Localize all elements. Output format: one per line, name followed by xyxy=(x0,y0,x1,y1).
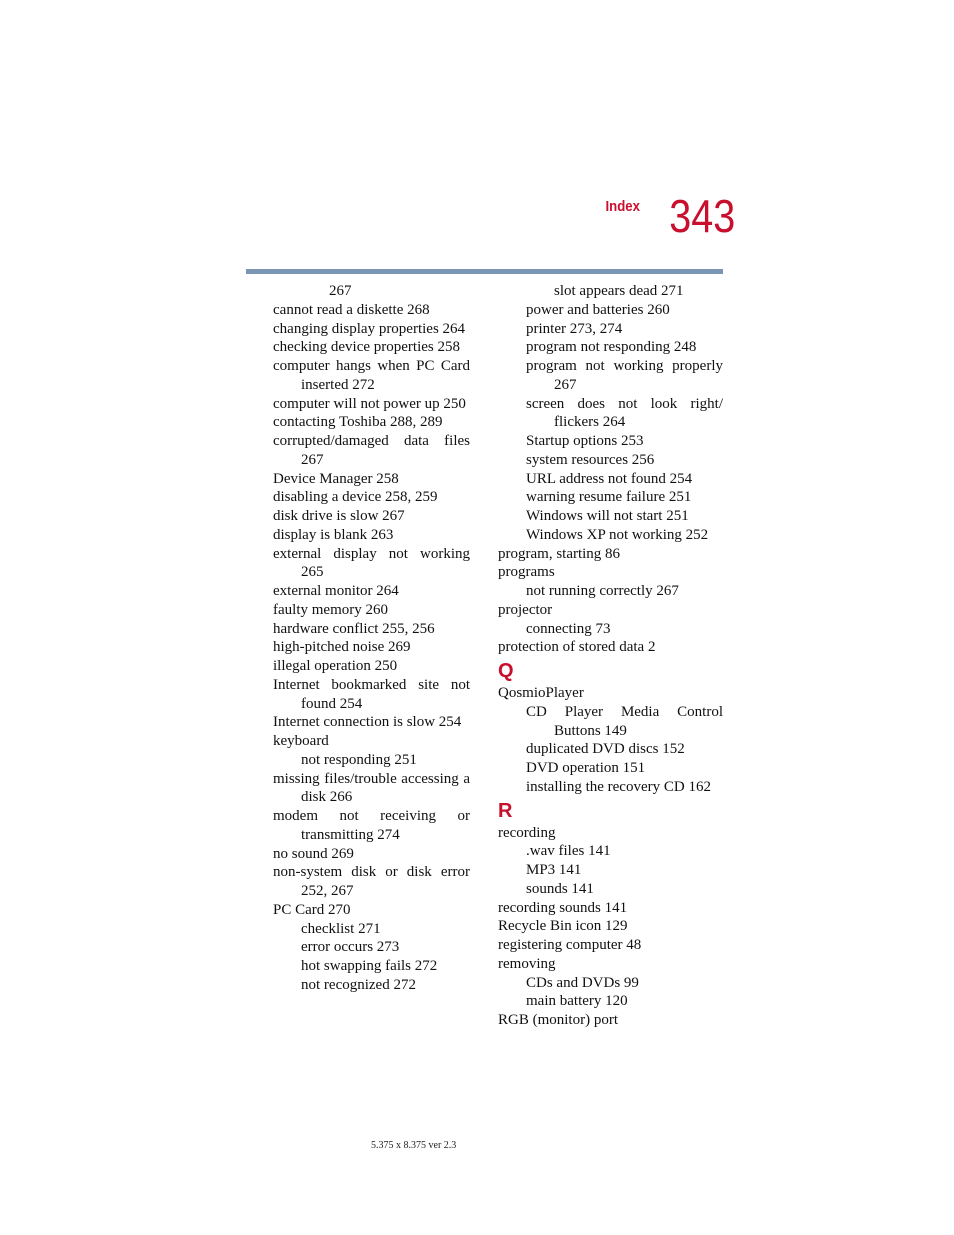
index-entry: high-pitched noise 269 xyxy=(273,639,411,656)
index-entry: hardware conflict 255, 256 xyxy=(273,620,435,637)
index-subentry: error occurs 273 xyxy=(301,939,400,956)
index-entry: disk drive is slow 267 xyxy=(273,508,405,524)
index-subentry: CD Player Media Control Buttons 149 xyxy=(526,703,723,739)
section-title: Index xyxy=(605,198,640,215)
index-entry: disabling a device 258, 259 xyxy=(273,489,438,506)
index-entry: RGB (monitor) port xyxy=(498,1012,618,1028)
index-subentry: Startup options 253 xyxy=(526,433,644,449)
index-entry: registering computer 48 xyxy=(498,937,642,953)
index-subentry: system resources 256 xyxy=(526,451,655,468)
index-subentry: main battery 120 xyxy=(526,993,628,1010)
index-subentry: connecting 73 xyxy=(526,620,611,637)
index-entry: illegal operation 250 xyxy=(273,658,398,674)
index-subentry: screen does not look right/ flickers 264 xyxy=(526,395,723,431)
footer-note: 5.375 x 8.375 ver 2.3 xyxy=(371,1140,457,1151)
index-subentry: program not responding 248 xyxy=(526,339,697,356)
index-subentry: slot appears dead 271 xyxy=(554,283,684,299)
index-entry: contacting Toshiba 288, 289 xyxy=(273,414,443,431)
index-subentry: Windows will not start 251 xyxy=(526,508,689,524)
index-subentry: MP3 141 xyxy=(526,862,582,878)
index-subentry: program not working properly 267 xyxy=(526,358,723,393)
index-entry: display is blank 263 xyxy=(273,526,394,543)
index-subentry: duplicated DVD discs 152 xyxy=(526,741,685,758)
index-subentry: hot swapping fails 272 xyxy=(301,958,438,974)
index-entry: projector xyxy=(498,601,553,618)
index-subentry: not recognized 272 xyxy=(301,976,416,993)
index-subentry: 267 xyxy=(329,283,352,299)
index-subentry: URL address not found 254 xyxy=(526,470,693,487)
index-entry: Recycle Bin icon 129 xyxy=(498,918,628,935)
index-subentry: CDs and DVDs 99 xyxy=(526,974,639,991)
index-subentry: warning resume failure 251 xyxy=(526,489,692,506)
index-entry: PC Card 270 xyxy=(273,901,351,918)
index-entry: programs xyxy=(498,564,555,581)
index-entry: modem not receiving or transmitting 274 xyxy=(273,808,470,843)
index-entry: no sound 269 xyxy=(273,845,354,862)
index-entry: keyboard xyxy=(273,733,329,749)
index-subentry: Windows XP not working 252 xyxy=(526,526,709,543)
index-entry: changing display properties 264 xyxy=(273,320,466,337)
index-subentry: not responding 251 xyxy=(301,751,417,768)
page-number: 343 xyxy=(669,190,736,242)
header-rule xyxy=(246,269,723,274)
index-entry: removing xyxy=(498,955,556,972)
index-entry: recording sounds 141 xyxy=(498,899,628,916)
index-subentry: printer 273, 274 xyxy=(526,320,623,337)
index-subentry: .wav files 141 xyxy=(526,843,611,860)
index-entry: cannot read a diskette 268 xyxy=(273,301,430,318)
index-column-right xyxy=(498,282,723,1030)
index-entry: Internet connection is slow 254 xyxy=(273,714,462,731)
index-entry: external monitor 264 xyxy=(273,583,399,599)
index-subentry: checklist 271 xyxy=(301,920,381,937)
index-entry: program, starting 86 xyxy=(498,545,621,562)
index-entry: external display not working 265 xyxy=(273,545,470,581)
index-column-left xyxy=(273,282,470,995)
index-entry: computer hangs when PC Card inserted 272 xyxy=(273,358,470,393)
index-subentry: sounds 141 xyxy=(526,880,594,897)
index-entry: Device Manager 258 xyxy=(273,470,399,487)
index-entry: computer will not power up 250 xyxy=(273,395,466,412)
index-entry: Internet bookmarked site not found 254 xyxy=(273,676,470,712)
index-entry: checking device properties 258 xyxy=(273,339,461,356)
index-entry: faulty memory 260 xyxy=(273,601,388,618)
index-letter-heading: R xyxy=(498,799,513,822)
index-entry: recording xyxy=(498,824,556,841)
index-entry: missing files/trouble accessing a disk 266 xyxy=(273,770,470,806)
index-entry: protection of stored data 2 xyxy=(498,639,656,656)
index-subentry: not running correctly 267 xyxy=(526,583,679,599)
index-entry: corrupted/damaged data files 267 xyxy=(273,433,470,468)
index-subentry: power and batteries 260 xyxy=(526,301,670,318)
index-entry: QosmioPlayer xyxy=(498,685,584,701)
index-subentry: installing the recovery CD 162 xyxy=(526,778,711,795)
index-entry: non-system disk or disk error 252, 267 xyxy=(273,864,470,899)
index-letter-heading: Q xyxy=(498,660,514,682)
index-subentry: DVD operation 151 xyxy=(526,760,646,776)
